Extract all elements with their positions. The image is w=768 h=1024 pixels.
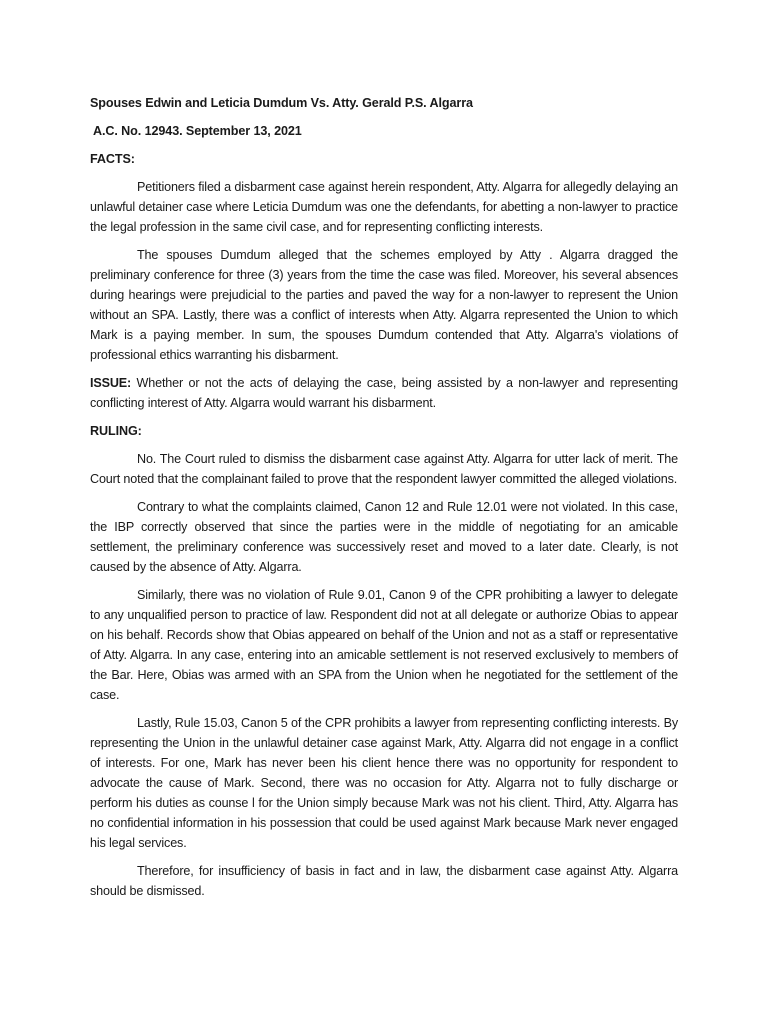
ruling-paragraph: Therefore, for insufficiency of basis in fact and in law, the disbarment case against Atty. Algarra should be dismissed.: [90, 864, 678, 898]
case-citation: A.C. No. 12943. September 13, 2021: [93, 124, 302, 138]
issue-label: ISSUE:: [90, 376, 132, 390]
facts-paragraph: Petitioners filed a disbarment case against herein respondent, Atty. Algarra for allegedly delaying an unlawful detainer case where Leticia Dumdum was one the defendants, for abetting a non-lawyer to practice the legal profession in the same civil case, and for representing conflicting interests.: [90, 180, 678, 234]
issue-text: Whether or not the acts of delaying the case, being assisted by a non-lawyer and representing conflicting interest of Atty. Algarra would warrant his disbarment.: [90, 376, 678, 410]
ruling-paragraph: Lastly, Rule 15.03, Canon 5 of the CPR prohibits a lawyer from representing conflicting interests. By representing the Union in the unlawful detainer case against Mark, Atty. Algarra did not engage in a conflict of interests. For one, Mark has never been his client hence there was no opportunity for respondent to advocate the cause of Mark. Second, there was no occasion for Atty. Algarra not to fully discharge or perform his duties as counse l for the Union simply because Mark was not his client. Third, Atty. Algarra has no confidential information in his possession that could be used against Mark because Mark never engaged his legal services.: [90, 716, 678, 850]
ruling-paragraph: No. The Court ruled to dismiss the disbarment case against Atty. Algarra for utter lack of merit. The Court noted that the complainant failed to prove that the respondent lawyer committed the alleged violations.: [90, 452, 678, 486]
ruling-paragraph: Similarly, there was no violation of Rule 9.01, Canon 9 of the CPR prohibiting a lawyer to delegate to any unqualified person to practice of law. Respondent did not at all delegate or authorize Obias to appear on his behalf. Records show that Obias appeared on behalf of the Union and not as a staff or representative of Atty. Algarra. In any case, entering into an amicable settlement is not reserved exclusively to members of the Bar. Here, Obias was armed with an SPA from the Union when he negotiated for the settlement of the case.: [90, 588, 678, 702]
ruling-heading: RULING:: [90, 424, 142, 438]
issue-paragraph: [90, 373, 678, 413]
ruling-paragraph: Contrary to what the complaints claimed, Canon 12 and Rule 12.01 were not violated. In this case, the IBP correctly observed that since the parties were in the middle of negotiating for an amicable settlement, the preliminary conference was successively reset and moved to a later date. Clearly, is not caused by the absence of Atty. Algarra.: [90, 500, 678, 574]
facts-heading: FACTS:: [90, 152, 135, 166]
facts-paragraph: The spouses Dumdum alleged that the schemes employed by Atty . Algarra dragged the preliminary conference for three (3) years from the time the case was filed. Moreover, his several absences during hearings were prejudicial to the parties and paved the way for a non-lawyer to represent the Union without an SPA. Lastly, there was a conflict of interests when Atty. Algarra represented the Union to which Mark is a paying member. In sum, the spouses Dumdum contended that Atty. Algarra's violations of professional ethics warranting his disbarment.: [90, 248, 678, 362]
case-title: Spouses Edwin and Leticia Dumdum Vs. Atty. Gerald P.S. Algarra: [90, 96, 473, 110]
document-body: [90, 93, 678, 909]
